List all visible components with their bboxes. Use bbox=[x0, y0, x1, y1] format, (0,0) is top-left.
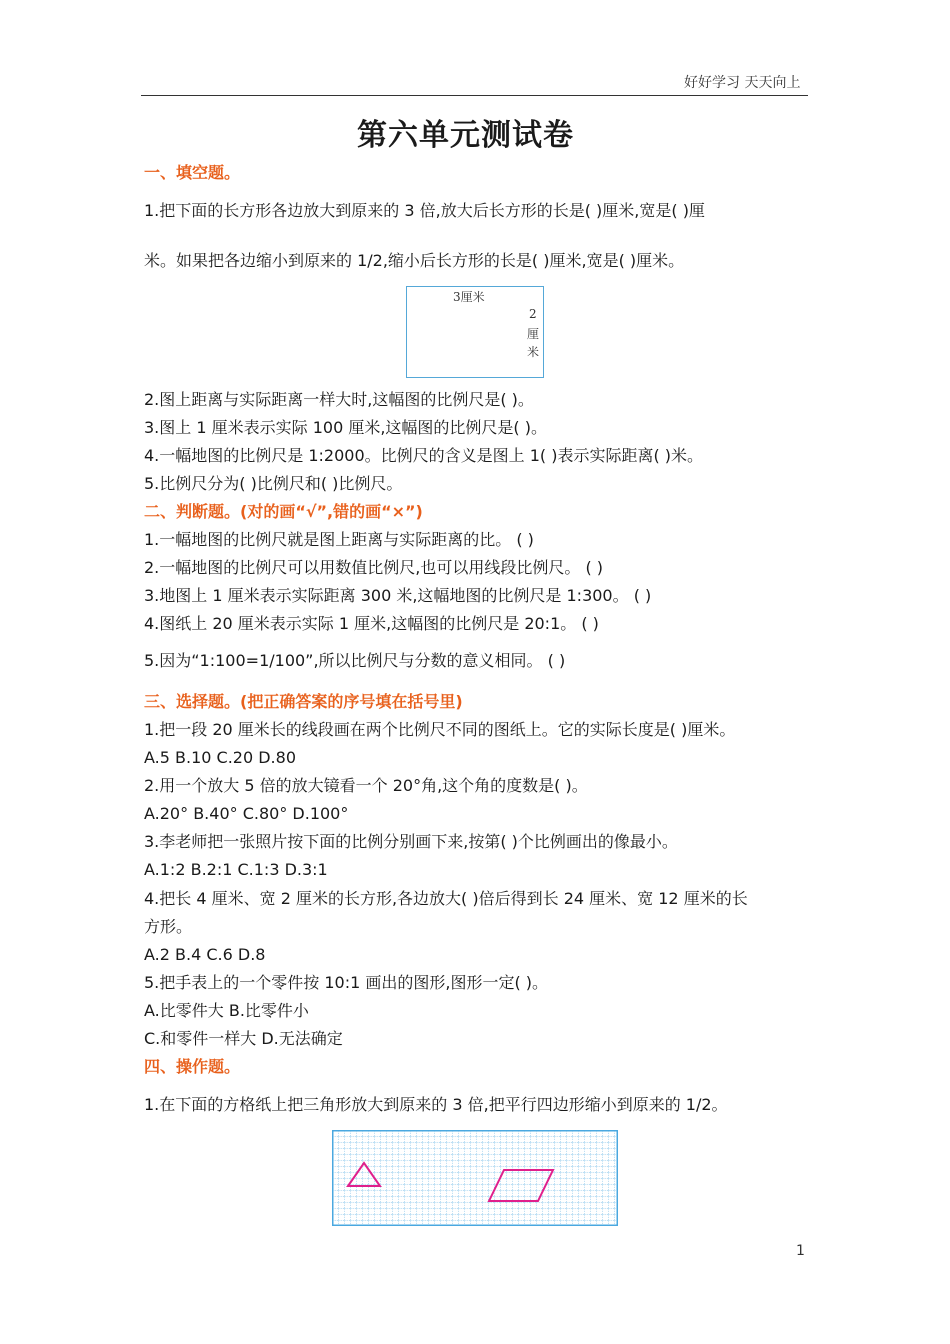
rect-width-label-1: 2 bbox=[529, 307, 537, 321]
rect-length-label: 3厘米 bbox=[453, 290, 485, 304]
header-slogan: 好好学习 天天向上 bbox=[684, 75, 801, 91]
page-title: 第六单元测试卷 bbox=[357, 118, 574, 153]
page-number: 1 bbox=[796, 1243, 805, 1259]
choice-question-5: 5.把手表上的一个零件按 10:1 画出的图形,图形一定( )。 bbox=[144, 973, 549, 992]
choice-question-5-options-1: A.比零件大 B.比零件小 bbox=[144, 1001, 309, 1020]
fill-question-2: 2.图上距离与实际距离一样大时,这幅图的比例尺是( )。 bbox=[144, 390, 534, 409]
operate-question-1: 1.在下面的方格纸上把三角形放大到原来的 3 倍,把平行四边形缩小到原来的 1/2。 bbox=[144, 1095, 728, 1114]
fill-question-1-line-2: 米。如果把各边缩小到原来的 1/2,缩小后长方形的长是( )厘米,宽是( )厘米。 bbox=[144, 251, 685, 270]
choice-question-4-options: A.2 B.4 C.6 D.8 bbox=[144, 945, 266, 964]
header-rule bbox=[141, 95, 808, 96]
choice-question-3-options: A.1:2 B.2:1 C.1:3 D.3:1 bbox=[144, 860, 328, 879]
grid-paper-svg bbox=[332, 1130, 618, 1226]
choice-question-1-options: A.5 B.10 C.20 D.80 bbox=[144, 748, 296, 767]
fill-question-5: 5.比例尺分为( )比例尺和( )比例尺。 bbox=[144, 474, 403, 493]
choice-question-5-options-2: C.和零件一样大 D.无法确定 bbox=[144, 1029, 343, 1048]
fill-question-4: 4.一幅地图的比例尺是 1:2000。比例尺的含义是图上 1( )表示实际距离( )米。 bbox=[144, 446, 704, 465]
judge-question-5: 5.因为“1:100=1/100”,所以比例尺与分数的意义相同。 ( ) bbox=[144, 651, 566, 670]
choice-question-1: 1.把一段 20 厘米长的线段画在两个比例尺不同的图纸上。它的实际长度是( )厘米。 bbox=[144, 720, 736, 739]
choice-question-2-options: A.20° B.40° C.80° D.100° bbox=[144, 804, 349, 823]
rect-width-label-2: 厘 bbox=[527, 327, 540, 341]
choice-question-3: 3.李老师把一张照片按下面的比例分别画下来,按第( )个比例画出的像最小。 bbox=[144, 832, 678, 851]
rectangle-figure bbox=[406, 286, 544, 378]
section-heading-operate: 四、操作题。 bbox=[144, 1057, 241, 1076]
section-heading-judge: 二、判断题。(对的画“√”,错的画“×”) bbox=[144, 502, 423, 521]
choice-question-2: 2.用一个放大 5 倍的放大镜看一个 20°角,这个角的度数是( )。 bbox=[144, 776, 588, 795]
judge-question-3: 3.地图上 1 厘米表示实际距离 300 米,这幅地图的比例尺是 1:300。 ( ) bbox=[144, 586, 652, 605]
rect-width-label-3: 米 bbox=[527, 345, 540, 359]
choice-question-4-line-1: 4.把长 4 厘米、宽 2 厘米的长方形,各边放大( )倍后得到长 24 厘米、宽 12 厘米的长 bbox=[144, 889, 748, 908]
grid-paper bbox=[332, 1130, 618, 1226]
judge-question-2: 2.一幅地图的比例尺可以用数值比例尺,也可以用线段比例尺。 ( ) bbox=[144, 558, 604, 577]
section-heading-fill: 一、填空题。 bbox=[144, 163, 241, 182]
choice-question-4-line-2: 方形。 bbox=[144, 917, 193, 936]
fill-question-1-line-1: 1.把下面的长方形各边放大到原来的 3 倍,放大后长方形的长是( )厘米,宽是( )厘 bbox=[144, 201, 705, 220]
judge-question-4: 4.图纸上 20 厘米表示实际 1 厘米,这幅图的比例尺是 20:1。 ( ) bbox=[144, 614, 599, 633]
fill-question-3: 3.图上 1 厘米表示实际 100 厘米,这幅图的比例尺是( )。 bbox=[144, 418, 547, 437]
judge-question-1: 1.一幅地图的比例尺就是图上距离与实际距离的比。 ( ) bbox=[144, 530, 534, 549]
section-heading-choice: 三、选择题。(把正确答案的序号填在括号里) bbox=[144, 692, 463, 711]
